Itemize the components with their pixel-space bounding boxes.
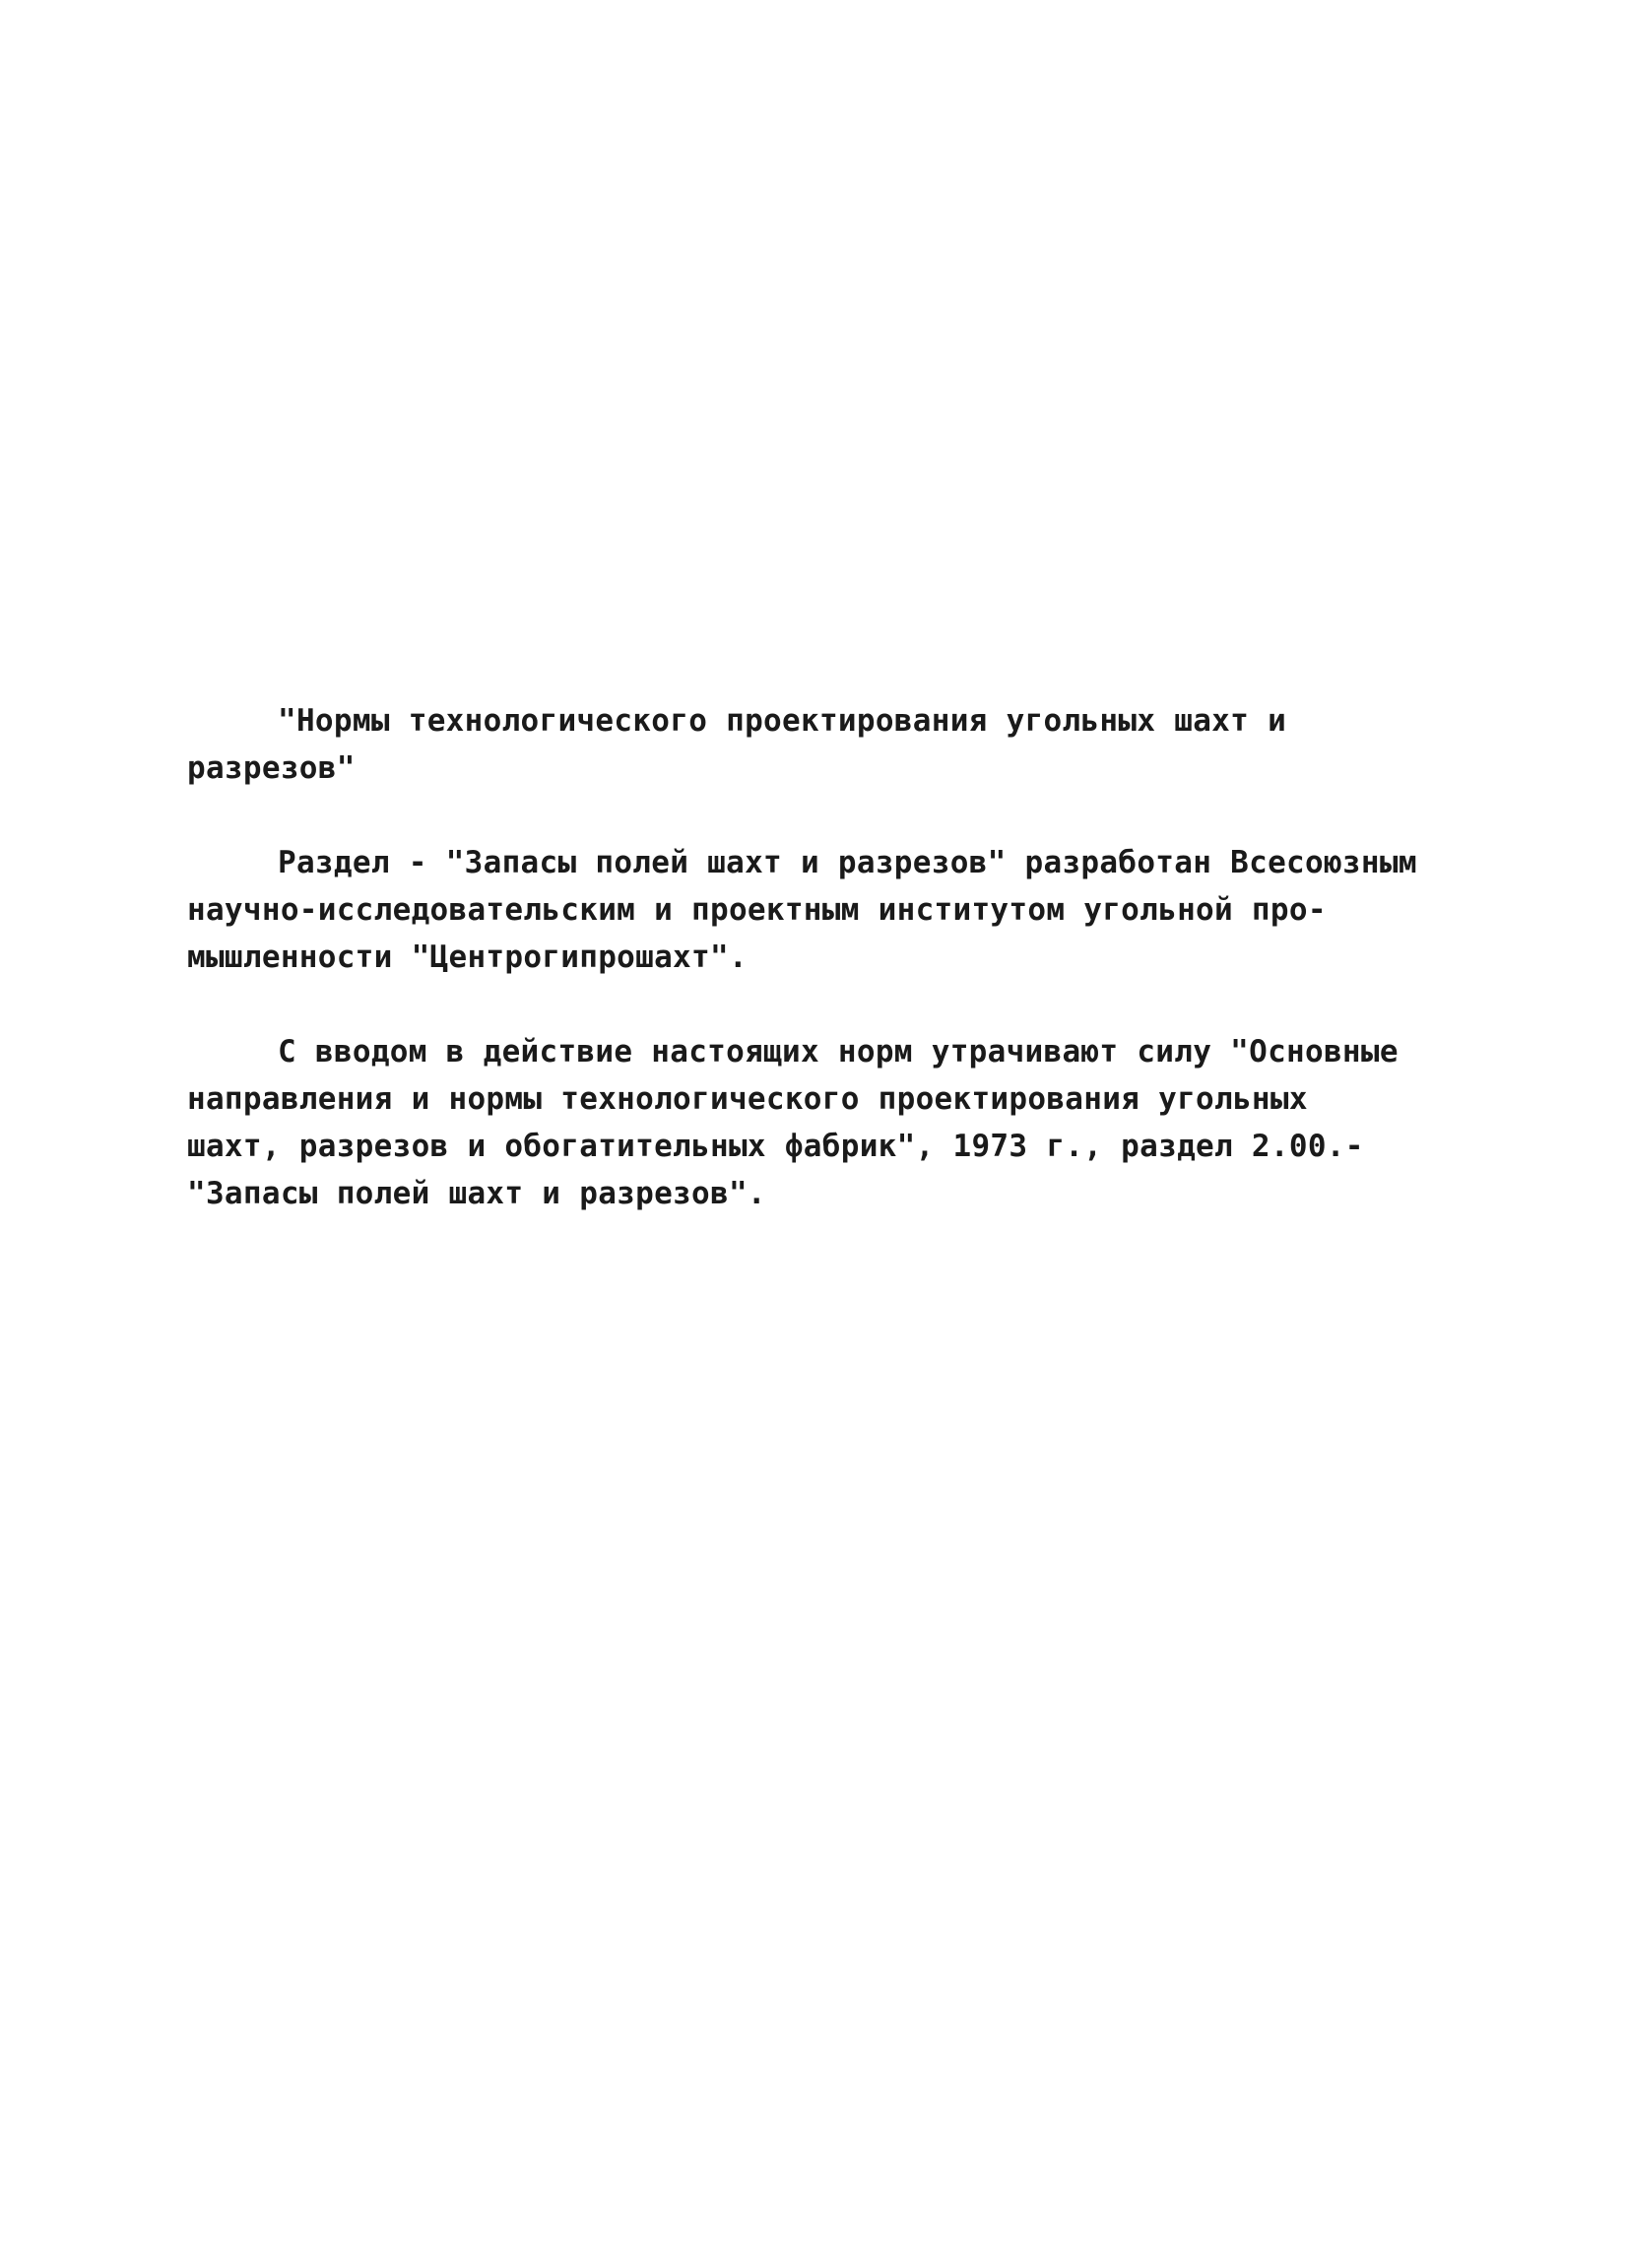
document-body xyxy=(187,697,1467,1264)
paragraph-line: разрезов" xyxy=(187,750,356,786)
paragraph-line: научно-исследовательским и проектным институтом угольной про- xyxy=(187,892,1327,928)
paragraph-line: направления и нормы технологического проектирования угольных xyxy=(187,1081,1308,1117)
paragraph-line: мышленности "Центрогипрошахт". xyxy=(187,940,748,975)
paragraph-line: шахт, разрезов и обогатительных фабрик", 1973 г., раздел 2.00.- xyxy=(187,1129,1364,1164)
paragraph-line: С вводом в действие настоящих норм утрачивают силу "Основные xyxy=(278,1034,1399,1069)
paragraph-developer xyxy=(187,839,1467,981)
paragraph-line: Раздел - "Запасы полей шахт и разрезов" разработан Всесоюзным xyxy=(278,845,1417,880)
paragraph-title xyxy=(187,697,1467,792)
paragraph-line: "Запасы полей шахт и разрезов". xyxy=(187,1176,766,1211)
paragraph-supersedes xyxy=(187,1028,1467,1217)
paragraph-line: "Нормы технологического проектирования угольных шахт и xyxy=(278,703,1287,739)
